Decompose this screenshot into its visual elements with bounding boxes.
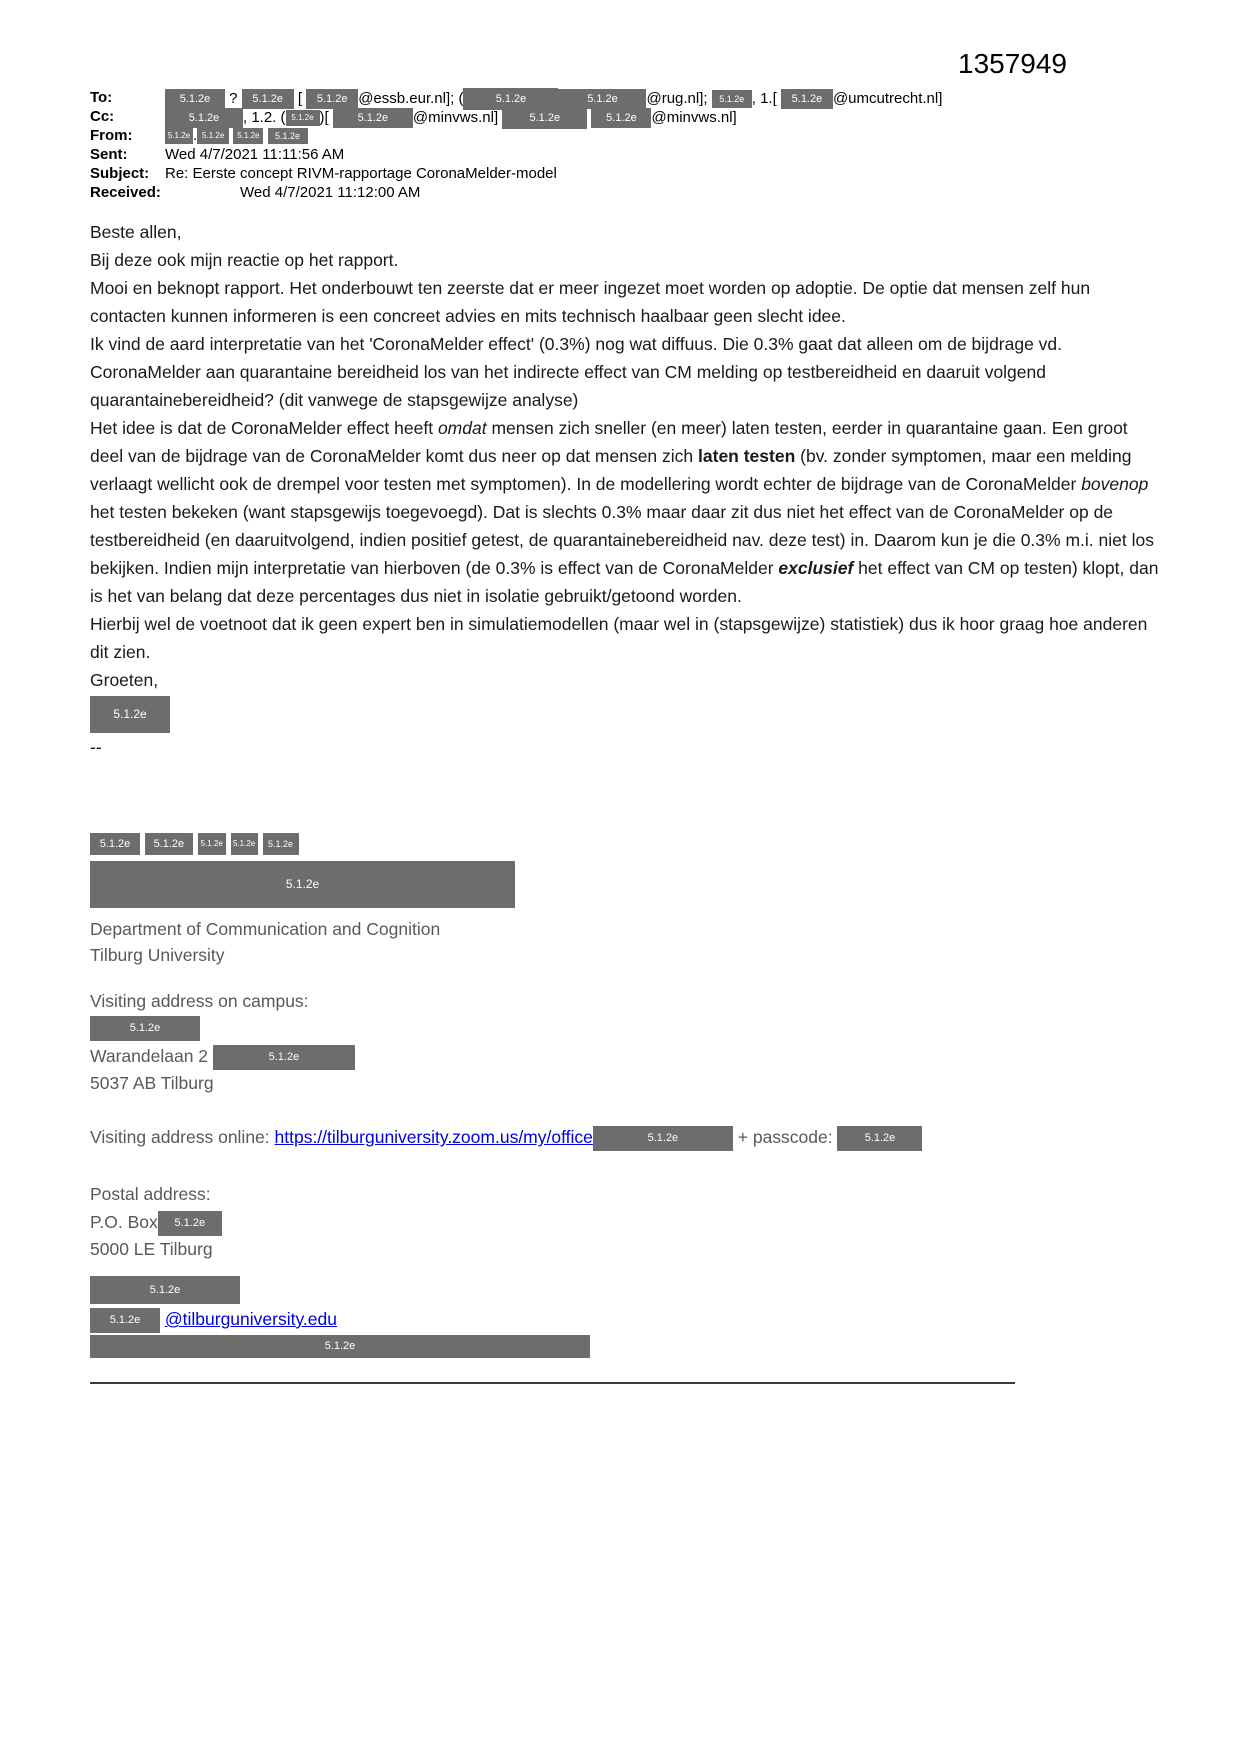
email-line xyxy=(90,1306,1160,1333)
redaction-box: 5.1.2e xyxy=(502,107,587,129)
online-line xyxy=(90,1124,1160,1151)
sent-label: Sent: xyxy=(90,146,128,163)
redaction-box: 5.1.2e xyxy=(333,108,413,128)
to-value xyxy=(165,90,942,107)
email-header xyxy=(90,88,942,202)
redaction-box: 5.1.2e xyxy=(233,128,263,144)
redaction-box: 5.1.2e xyxy=(593,1126,733,1151)
postal-postcode: 5000 LE Tilburg xyxy=(90,1239,213,1259)
redaction-box: 5.1.2e xyxy=(591,108,651,128)
text-segment: )[ xyxy=(319,108,333,126)
body-paragraph xyxy=(90,274,1160,330)
redaction-box: 5.1.2e xyxy=(198,833,226,855)
text-segment: (bv. zonder symptomen, maar een melding verlaagt wellicht ook de drempel voor testen met symptomen). In de modellering wordt echter de bijdrage van de CoronaMelder xyxy=(90,446,1132,494)
text-segment: Bij deze ook mijn reactie op het rapport. xyxy=(90,250,399,270)
redaction-box: 5.1.2e xyxy=(558,89,646,109)
redaction-box: 5.1.2e xyxy=(463,88,558,110)
sender-name-redaction xyxy=(90,696,1160,733)
signature-name-redaction xyxy=(90,861,1160,908)
received-value: Wed 4/7/2021 11:12:00 AM xyxy=(240,184,421,201)
email-link[interactable]: @tilburguniversity.edu xyxy=(164,1309,337,1329)
header-row-sent xyxy=(90,145,942,164)
campus-postcode: 5037 AB Tilburg xyxy=(90,1073,214,1094)
text-segment: Hierbij wel de voetnoot dat ik geen expert ben in simulatiemodellen (maar wel in (stapsgewijze) statistiek) dus ik hoor graag hoe anderen dit zien. xyxy=(90,614,1148,662)
from-value xyxy=(165,127,308,144)
redaction-box: 5.1.2e xyxy=(197,128,229,144)
redaction-box: 5.1.2e xyxy=(90,1308,160,1333)
redaction-box: 5.1.2e xyxy=(90,861,515,908)
sent-value: Wed 4/7/2021 11:11:56 AM xyxy=(165,146,345,163)
redaction-box: 5.1.2e xyxy=(837,1126,922,1151)
signature-titles-redaction xyxy=(90,833,1160,855)
redaction-box: 5.1.2e xyxy=(145,833,193,855)
text-segment: [ xyxy=(293,89,307,107)
body-paragraph xyxy=(90,610,1160,666)
text-segment: Groeten, xyxy=(90,670,159,690)
footer-redaction xyxy=(90,1335,1160,1358)
text-segment: het effect van CM op testen) klopt, dan is het van belang dat deze percentages dus niet in isolatie gebruikt/getoond worden. xyxy=(90,558,1159,606)
text-segment: Mooi en beknopt rapport. Het onderbouwt ten zeerste dat er meer ingezet moet worden op adoptie. De optie dat mensen zelf hun contacten kunnen informeren is een concreet advies en mits technisch haalbaar geen slecht idee. xyxy=(90,278,1091,326)
text-segment: mensen zich sneller (en meer) laten testen, eerder in quarantaine gaan. Een groot deel van de bijdrage van de CoronaMelder komt dus neer op dat mensen zich xyxy=(90,418,1128,466)
received-label: Received: xyxy=(90,184,161,201)
signature-divider: -- xyxy=(90,737,102,757)
university-line: Tilburg University xyxy=(90,945,225,966)
header-row-subject xyxy=(90,164,942,183)
postal-label: Postal address: xyxy=(90,1184,211,1205)
closing xyxy=(90,666,1160,694)
pobox-line xyxy=(90,1209,1160,1236)
body-paragraph xyxy=(90,330,1160,414)
to-label: To: xyxy=(90,89,113,106)
redaction-box: 5.1.2e xyxy=(90,833,140,855)
cc-value xyxy=(165,109,737,126)
cc-label: Cc: xyxy=(90,108,115,125)
header-row-to xyxy=(90,88,942,107)
zoom-link[interactable]: https://tilburguniversity.zoom.us/my/office xyxy=(274,1127,593,1148)
text-segment: @rug.nl]; xyxy=(646,89,712,107)
redaction-box: 5.1.2e xyxy=(213,1045,355,1070)
redaction-box: 5.1.2e xyxy=(242,89,294,109)
text-segment: @essb.eur.nl]; ( xyxy=(358,89,464,107)
redaction-box: 5.1.2e xyxy=(712,90,752,108)
text-segment: , 1.[ xyxy=(751,89,781,107)
phone-redaction xyxy=(90,1276,1160,1304)
redaction-box: 5.1.2e xyxy=(90,1016,200,1041)
redaction-box: 5.1.2e xyxy=(90,1335,590,1358)
text-segment: omdat xyxy=(437,418,487,438)
subject-label: Subject: xyxy=(90,165,150,182)
text-segment: Beste allen, xyxy=(90,222,182,242)
text-segment: @minvws.nl] xyxy=(412,108,503,126)
text-segment: @umcutrecht.nl] xyxy=(832,89,943,107)
visiting-campus-label: Visiting address on campus: xyxy=(90,991,309,1012)
text-segment: P.O. Box xyxy=(90,1212,158,1233)
text-segment: . xyxy=(193,127,198,144)
redaction-box: 5.1.2e xyxy=(90,696,170,733)
redaction-box: 5.1.2e xyxy=(286,110,320,126)
body-paragraph xyxy=(90,414,1160,610)
text-segment: ? xyxy=(225,89,242,107)
redaction-box: 5.1.2e xyxy=(165,89,225,109)
text-segment: Warandelaan 2 xyxy=(90,1046,213,1067)
redaction-box: 5.1.2e xyxy=(231,833,258,855)
redaction-box: 5.1.2e xyxy=(268,128,308,144)
text-segment: , 1.2. ( xyxy=(243,108,286,126)
greeting xyxy=(90,218,1160,246)
text-segment: exclusief xyxy=(778,558,854,578)
email-content xyxy=(90,218,1160,1384)
text-segment: Het idee is dat de CoronaMelder effect heeft xyxy=(90,418,438,438)
body-paragraph xyxy=(90,246,1160,274)
text-segment: bovenop xyxy=(1081,474,1149,494)
divider-rule xyxy=(90,1382,1015,1384)
header-row-cc xyxy=(90,107,942,126)
text-segment: @minvws.nl] xyxy=(651,108,737,126)
text-segment: Ik vind de aard interpretatie van het 'CoronaMelder effect' (0.3%) nog wat diffuus. Die 0.3% gaat dat alleen om de bijdrage vd. CoronaMelder aan quarantaine bereidheid los van het indirecte effect van CM melding op testbereidheid en daaruit volgend quarantainebereidheid? (dit vanwege de stapsgewijze analyse) xyxy=(90,334,1063,410)
signature-block xyxy=(90,833,1160,1358)
text-segment: + passcode: xyxy=(732,1127,838,1148)
redaction-box: 5.1.2e xyxy=(165,108,243,128)
subject-value: Re: Eerste concept RIVM-rapportage CoronaMelder-model xyxy=(165,165,557,182)
redaction-box: 5.1.2e xyxy=(306,89,358,109)
redaction-box: 5.1.2e xyxy=(165,128,193,144)
redaction-box: 5.1.2e xyxy=(263,833,299,855)
street-line xyxy=(90,1043,1160,1070)
doc-number: 1357949 xyxy=(958,48,1068,79)
redaction-box: 5.1.2e xyxy=(90,1276,240,1304)
text-segment: Visiting address online: xyxy=(90,1127,275,1148)
room-redaction xyxy=(90,1016,1160,1041)
header-row-received xyxy=(90,183,942,202)
department-line: Department of Communication and Cognition xyxy=(90,919,441,940)
redaction-box: 5.1.2e xyxy=(158,1211,222,1236)
redaction-box: 5.1.2e xyxy=(781,89,833,109)
from-label: From: xyxy=(90,127,133,144)
text-segment: laten testen xyxy=(698,446,796,466)
text-segment: het testen bekeken (want stapsgewijs toegevoegd). Dat is slechts 0.3% maar daar zit dus niet het effect van de CoronaMelder op de testbereidheid (en daaruitvolgend, indien positief getest, de quarantainebereidheid nav. deze test) in. Daarom kun je die 0.3% m.i. niet los bekijken. Indien mijn interpretatie van hierboven (de 0.3% is effect van de CoronaMelder xyxy=(90,502,1154,578)
